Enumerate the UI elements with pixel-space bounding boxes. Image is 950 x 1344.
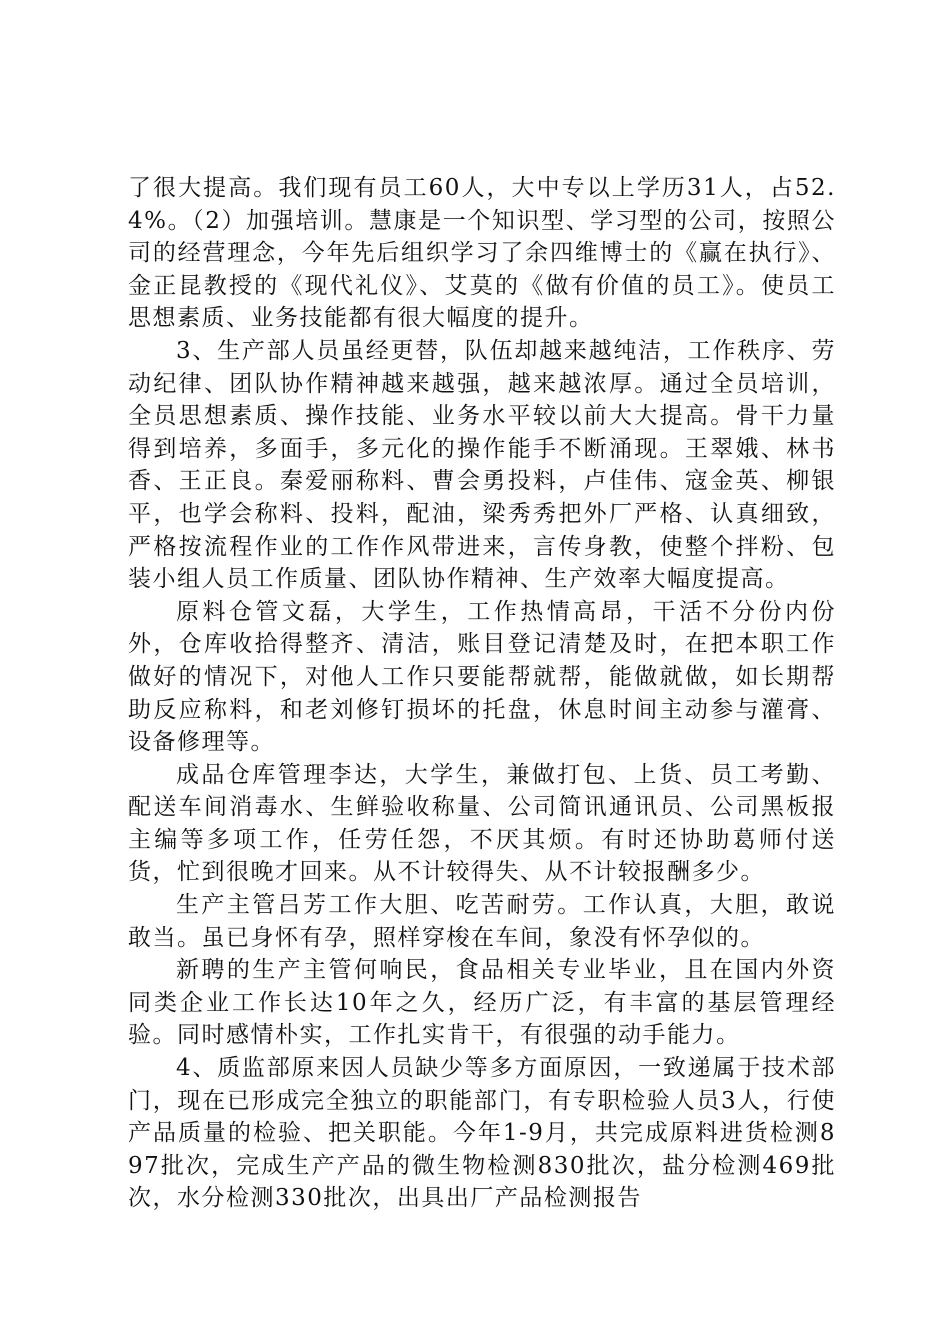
paragraph-finished-goods-warehouse: 成品仓库管理李达，大学生，兼做打包、上货、员工考勤、配送车间消毒水、生鲜验收称量、公司简讯通讯员、公司黑板报主编等多项工作，任劳任怨，不厌其烦。有时还协助葛师付送货，忙到很晚才回来。从不计较得失、从不计较报酬多少。 xyxy=(128,761,836,886)
document-body xyxy=(128,172,836,1215)
paragraph-raw-material-warehouse: 原料仓管文磊，大学生，工作热情高昂，干活不分份内份外，仓库收拾得整齐、清洁，账目登记清楚及时，在把本职工作做好的情况下，对他人工作只要能帮就帮，能做就做，如长期帮助反应称料，和老刘修钉损坏的托盘，休息时间主动参与灌膏、设备修理等。 xyxy=(128,598,836,756)
paragraph-production-supervisor-he: 新聘的生产主管何响民，食品相关专业毕业，且在国内外资同类企业工作长达10年之久，经历广泛，有丰富的基层管理经验。同时感情朴实，工作扎实肯干，有很强的动手能力。 xyxy=(128,957,836,1049)
paragraph-production-dept: 3、生产部人员虽经更替，队伍却越来越纯洁，工作秩序、劳动纪律、团队协作精神越来越强，越来越浓厚。通过全员培训，全员思想素质、操作技能、业务水平较以前大大提高。骨干力量得到培养，多面手，多元化的操作能手不断涌现。王翠娥、林书香、王正良。秦爱丽称料、曹会勇投料，卢佳伟、寇金英、柳银平，也学会称料、投料，配油，梁秀秀把外厂严格、认真细致，严格按流程作业的工作作风带进来，言传身教，使整个拌粉、包装小组人员工作质量、团队协作精神、生产效率大幅度提高。 xyxy=(128,337,836,593)
paragraph-production-supervisor-lv: 生产主管吕芳工作大胆、吃苦耐劳。工作认真，大胆，敢说敢当。虽已身怀有孕，照样穿梭在车间，象没有怀孕似的。 xyxy=(128,892,836,951)
paragraph-quality-dept: 4、质监部原来因人员缺少等多方面原因，一致递属于技术部门，现在已形成完全独立的职能部门，有专职检验人员3人，行使产品质量的检验、把关职能。今年1-9月，共完成原料进货检测897批次，完成生产产品的微生物检测830批次，盐分检测469批次，水分检测330批次，出具出厂产品检测报告 xyxy=(128,1055,836,1212)
paragraph-education-training: 了很大提高。我们现有员工60人，大中专以上学历31人，占52.4%。（2）加强培训。慧康是一个知识型、学习型的公司，按照公司的经营理念，今年先后组织学习了余四维博士的《赢在执行》、金正昆教授的《现代礼仪》、艾莫的《做有价值的员工》。使员工思想素质、业务技能都有很大幅度的提升。 xyxy=(128,175,836,332)
